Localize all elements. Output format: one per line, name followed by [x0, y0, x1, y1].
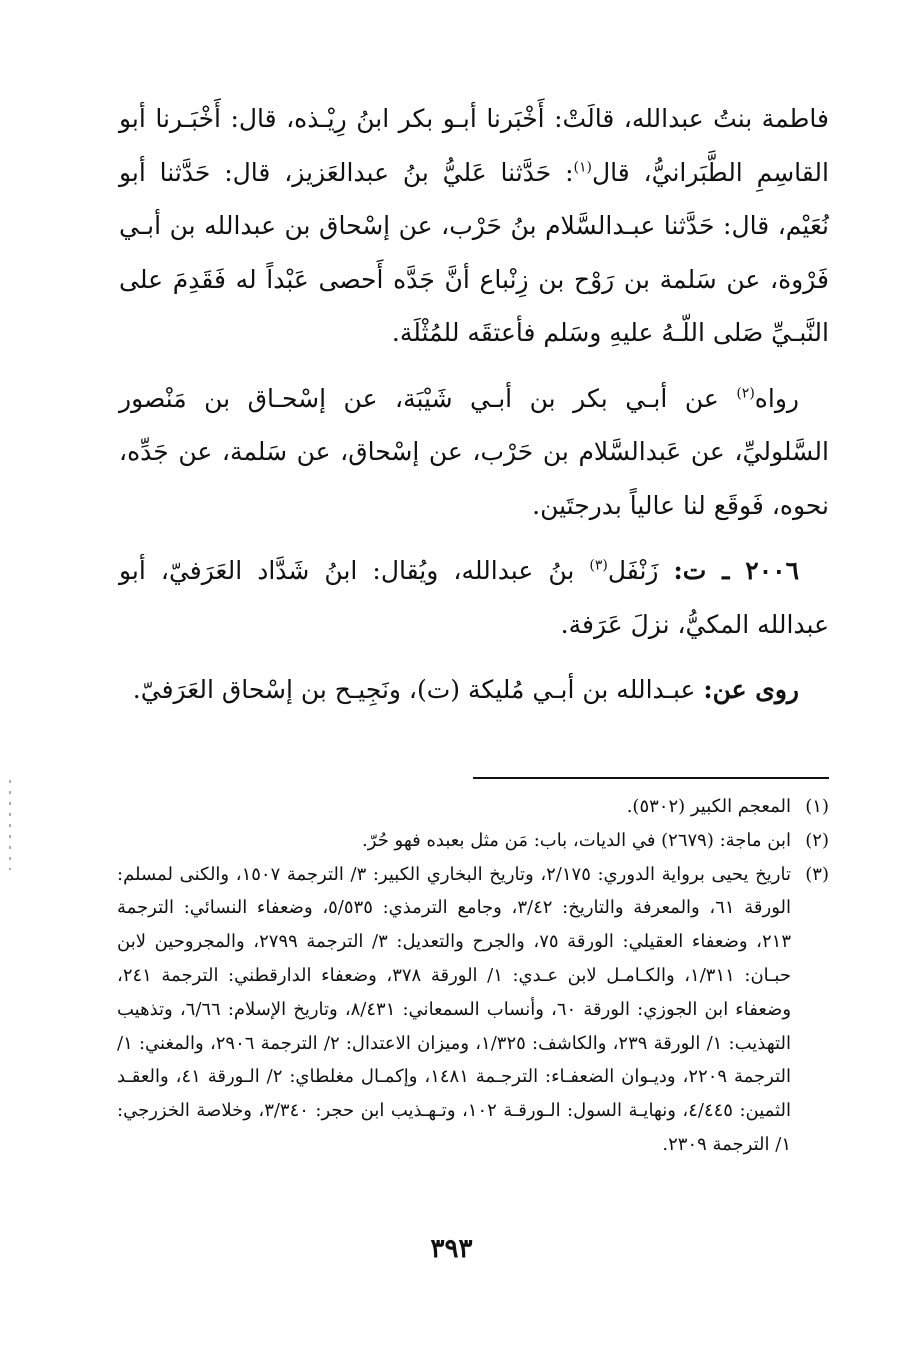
text-line: فاطمة بنتُ عبدالله، قالَتْ: أَخْبَرنا أبـو بكر ابنُ رِيْـذه، قال: أَخْبَـرنا [155, 104, 830, 133]
footnote-text: تاريخ يحيى برواية الدوري: ٢/١٧٥، وتاريخ البخاري الكبير: ٣/ الترجمة ١٥٠٧، والكنى لمسلم: الورقة ٦١، والمعرفة والتاريخ: ٣/٤٢، وجامع الترمذي: ٥/٥٣٥، وضعفاء النسائي: الترجمة ٢١٣، وضعفاء العقيلي: الورقة ٧٥، والجرح والتعديل: ٣/ الترجمة ٢٧٩٩، والمجروحين لابن حبـان: ١/٣١١، والكـامـل لابن عـدي: ١/ الورقة ٣٧٨، وضعفاء الدارقطني: الترجمة ٢٤١، وضعفاء ابن الجوزي: الورقة ٦٠، وأنساب السمعاني: ٨/٤٣١، وتاريخ الإسلام: ٦/٦٦، وتذهيب التهذيب: ١/ الورقة ٢٣٩، والكاشف: ١/٣٢٥، وميزان الاعتدال: ٢/ الترجمة ٢٩٠٦، والمغني: ١/ الترجمة ٢٢٠٩، وديـوان الضعفـاء: الترجـمة ١٤٨١، وإكمـال مغلطاي: ٢/ الـورقة ٤١، والعقـد الثمين: ٤/٤٤٥، ونهايـة السول: الـورقـة ١٠٢، وتـهـذيب ابن حجر: ٣/٣٤٠، وخلاصة الخزرجي: ١/ الترجمة ٢٣٠٩. [117, 863, 792, 1155]
footnote-3 [117, 858, 829, 1162]
footnote-number: (١) [805, 796, 829, 817]
scan-margin-marks [9, 780, 11, 870]
footnote-number: (٣) [805, 863, 829, 885]
rawa-an-label: روى عن: [703, 675, 799, 704]
footnote-number: (٢) [805, 829, 829, 851]
paragraph-entry-2006 [119, 544, 829, 651]
entry-name: زَنْفَل [607, 556, 674, 585]
page-number: ٣٩٣ [430, 1234, 473, 1264]
text-line: أبو نُعَيْم، قال: حَدَّثنا عبـدالسَّلام بنُ حَرْب، عن إسْحاق بن عبدالله بن [119, 157, 829, 240]
footnote-text: ابن ماجة: (٢٦٧٩) في الديات، باب: مَن مثل بعبده فهو حُرّ. [362, 829, 791, 851]
footnotes [117, 790, 829, 1162]
paragraph-narration [119, 92, 829, 360]
text-line: أبـي فَرْوة، عن سَلمة بن رَوْح بن زِنْباع أنَّ جَدَّه أَحصى عَبْداً له فَقَدِمَ [119, 211, 829, 294]
text-line: على النَّبـيِّ صَلى اللّـهُ عليهِ وسَلم فأعتقَه للمُثْلَة. [119, 264, 829, 347]
paragraph-rawa-an [119, 663, 829, 717]
footnote-separator [473, 777, 829, 779]
main-text [119, 92, 829, 717]
footnote-1 [117, 790, 829, 824]
text-line: : حَدَّثنا عَليُّ بنُ عبدالعَزيز، قال: حَدَّثنا [159, 157, 574, 187]
footnote-ref-2[interactable]: (٢) [736, 385, 755, 402]
paragraph-rawah [119, 372, 829, 533]
text-line: أبو القاسِمِ الطَّبَرانيُّ، قال [119, 104, 829, 187]
rawa-an-text: عبـدالله بن أبـي مُليكة (ت)، ونَجِيـح بن إسْحاق العَرَفيّ. [132, 675, 704, 704]
footnote-text: المعجم الكبير (٥٣٠٢). [626, 796, 791, 817]
entry-number: ٢٠٠٦ ـ ت: [673, 556, 799, 585]
footnote-2 [117, 824, 829, 858]
entry-name-rest: بنُ عبدالله، ويُقال: ابنُ شَدَّاد العَرَفيّ، أبو عبدالله المكيُّ، نزلَ عَرَفة. [119, 556, 829, 639]
text-span: رواه [754, 383, 799, 413]
footnote-ref-1[interactable]: (١) [573, 159, 592, 176]
text-span: عن أبـي بكر بن أبـي شَيْبَة، عن إسْحـاق بن مَنْصور السَّلوليِّ، عن عَبدالسَّلام بن حَرْب، عن إسْحاق، عن سَلمة، عن جَدِّه، نحوه، فَوقَع لنا عالياً بدرجتَين. [119, 383, 829, 520]
footnote-ref-3[interactable]: (٣) [589, 557, 608, 574]
